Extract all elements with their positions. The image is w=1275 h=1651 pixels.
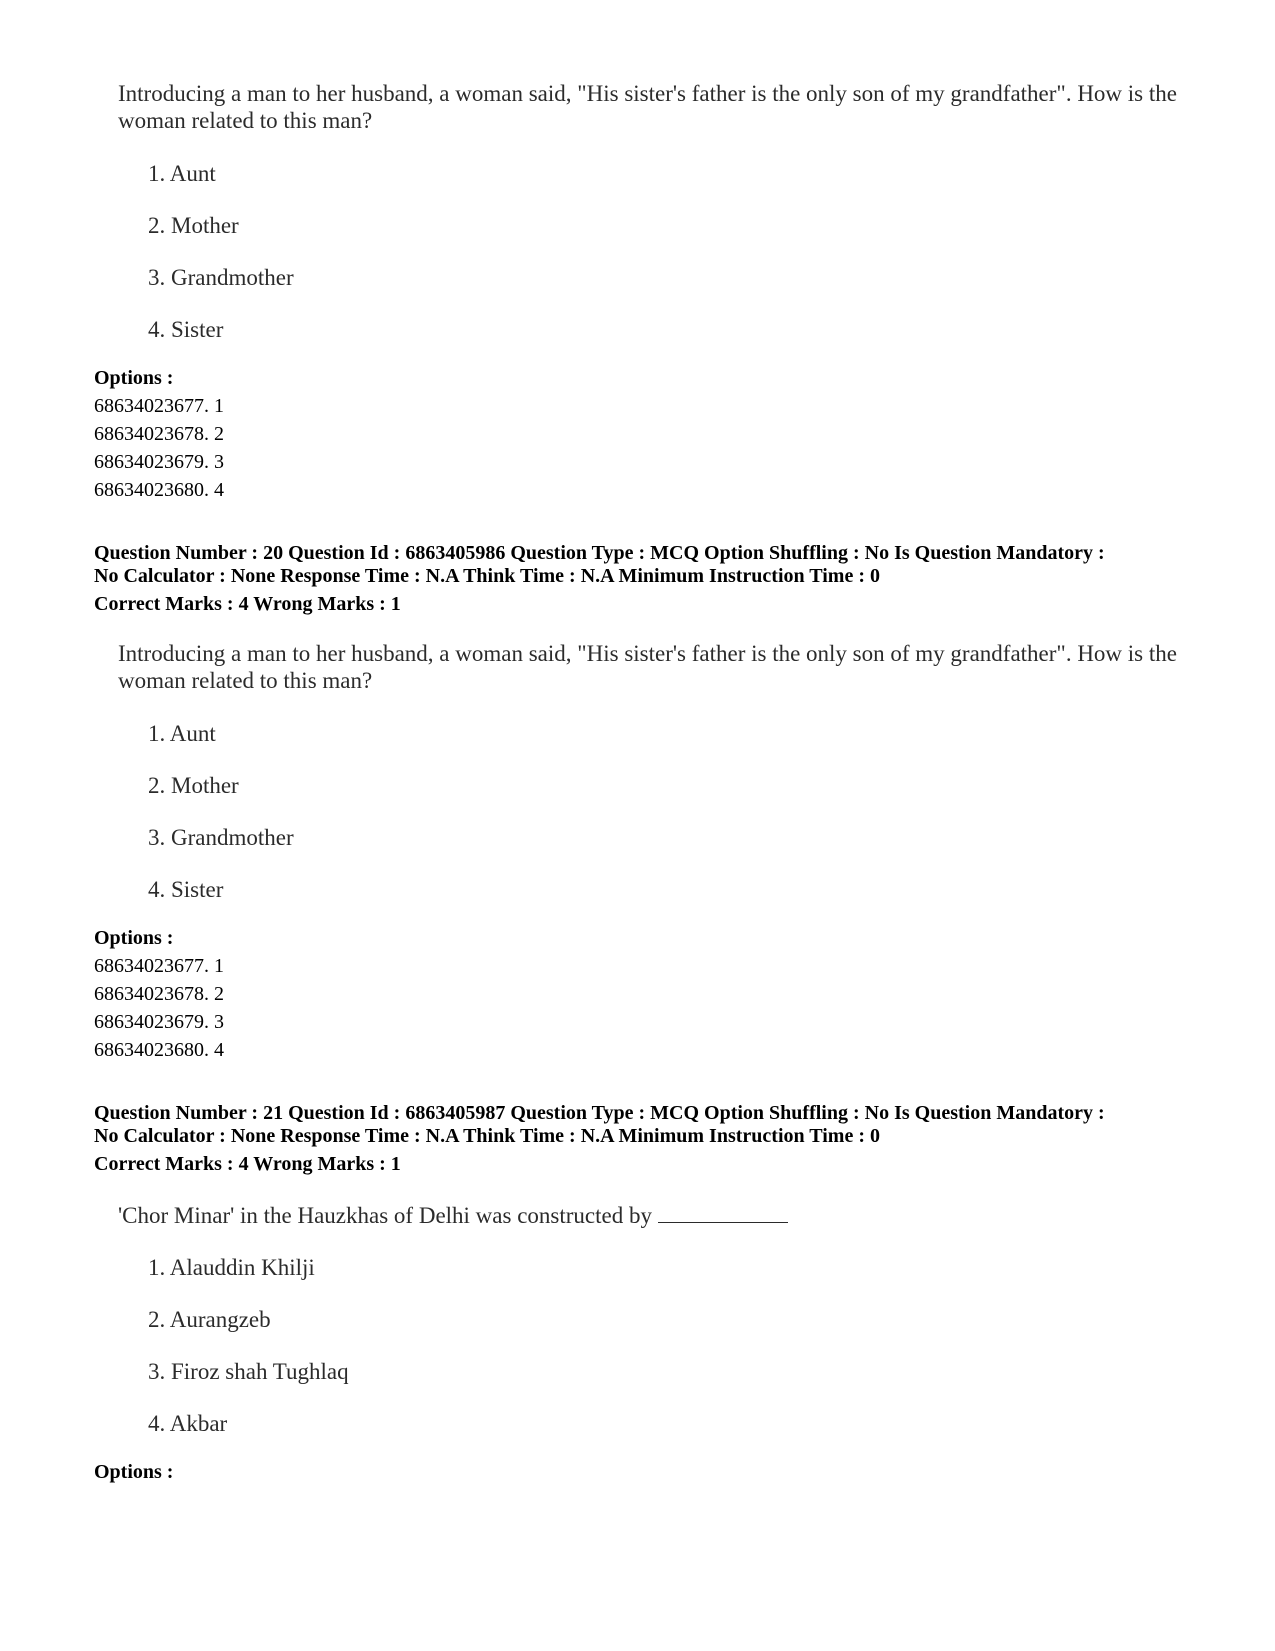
choice-3: 3. Firoz shah Tughlaq — [148, 1359, 349, 1384]
option-id-2: 68634023678. 2 — [94, 423, 224, 445]
options-label: Options : — [94, 1461, 174, 1483]
answer-blank — [658, 1202, 788, 1223]
choice-1: 1. Aunt — [148, 161, 216, 186]
question-text-wrapper — [118, 1202, 1188, 1229]
option-id-3: 68634023679. 3 — [94, 1011, 224, 1033]
options-label: Options : — [94, 367, 174, 389]
choice-2: 2. Mother — [148, 773, 239, 798]
question-meta-line2: No Calculator : None Response Time : N.A Think Time : N.A Minimum Instruction Time : 0 — [94, 565, 880, 587]
question-text: 'Chor Minar' in the Hauzkhas of Delhi was constructed by — [118, 1203, 652, 1228]
options-label: Options : — [94, 927, 174, 949]
option-id-1: 68634023677. 1 — [94, 955, 224, 977]
question-meta-line1: Question Number : 20 Question Id : 6863405986 Question Type : MCQ Option Shuffling : No Is Question Mandatory : — [94, 542, 1105, 564]
question-text: Introducing a man to her husband, a woman said, "His sister's father is the only son of my grandfather". How is the woman related to this man? — [118, 641, 1177, 693]
question-text: Introducing a man to her husband, a woman said, "His sister's father is the only son of my grandfather". How is the woman related to this man? — [118, 81, 1177, 133]
choice-3: 3. Grandmother — [148, 825, 294, 850]
choice-4: 4. Sister — [148, 317, 224, 342]
question-marks: Correct Marks : 4 Wrong Marks : 1 — [94, 593, 401, 615]
option-id-4: 68634023680. 4 — [94, 479, 224, 501]
question-meta-line1: Question Number : 21 Question Id : 6863405987 Question Type : MCQ Option Shuffling : No Is Question Mandatory : — [94, 1102, 1105, 1124]
choice-1: 1. Aunt — [148, 721, 216, 746]
question-marks: Correct Marks : 4 Wrong Marks : 1 — [94, 1153, 401, 1175]
choice-1: 1. Alauddin Khilji — [148, 1255, 315, 1280]
option-id-4: 68634023680. 4 — [94, 1039, 224, 1061]
choice-4: 4. Sister — [148, 877, 224, 902]
option-id-1: 68634023677. 1 — [94, 395, 224, 417]
choice-2: 2. Aurangzeb — [148, 1307, 271, 1332]
choice-2: 2. Mother — [148, 213, 239, 238]
option-id-3: 68634023679. 3 — [94, 451, 224, 473]
question-meta-line2: No Calculator : None Response Time : N.A Think Time : N.A Minimum Instruction Time : 0 — [94, 1125, 880, 1147]
choice-4: 4. Akbar — [148, 1411, 228, 1436]
option-id-2: 68634023678. 2 — [94, 983, 224, 1005]
choice-3: 3. Grandmother — [148, 265, 294, 290]
